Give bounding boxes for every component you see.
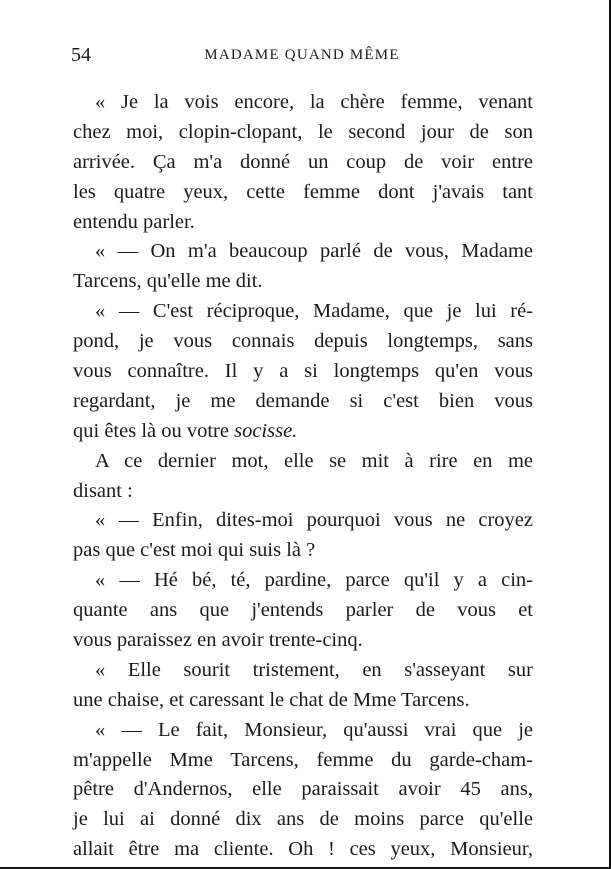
text-line: pêtre d'Andernos, elle paraissait avoir 45 ans,	[73, 778, 533, 801]
text-line: « — Enfin, dites-moi pourquoi vous ne croyez	[95, 509, 533, 532]
text-line: quante ans que j'entends parler de vous et	[73, 599, 533, 622]
text-line: allait être ma cliente. Oh ! ces yeux, Monsieur,	[73, 838, 533, 861]
text-line: « — Le fait, Monsieur, qu'aussi vrai que je	[95, 718, 533, 741]
text-line: « Je la vois encore, la chère femme, venant	[95, 91, 533, 113]
text-line: je lui ai donné dix ans de moins parce qu'elle	[73, 808, 533, 831]
text-line: Tarcens, qu'elle me dit.	[73, 270, 263, 293]
text-line: disant :	[73, 479, 133, 502]
text-line: « Elle sourit tristement, en s'asseyant sur	[95, 658, 533, 681]
text-line: qui êtes là ou votre socisse.	[73, 419, 298, 442]
text-line: entendu parler.	[73, 210, 195, 233]
text-line: arrivée. Ça m'a donné un coup de voir entre	[73, 150, 533, 173]
text-line: chez moi, clopin-clopant, le second jour de son	[73, 120, 533, 143]
text-line: regardant, je me demande si c'est bien vous	[73, 389, 533, 412]
text-line: une chaise, et caressant le chat de Mme Tarcens.	[73, 688, 470, 711]
running-head	[71, 44, 533, 68]
text-line: pond, je vous connais depuis longtemps, sans	[73, 330, 533, 353]
page-number: 54	[71, 44, 91, 66]
text-line: A ce dernier mot, elle se mit à rire en me	[95, 449, 533, 472]
text-line: « — Hé bé, té, pardine, parce qu'il y a cin-	[95, 569, 533, 592]
text-line: les quatre yeux, cette femme dont j'avais tant	[73, 180, 533, 203]
text-line: vous paraissez en avoir trente-cinq.	[73, 629, 363, 652]
text-line: pas que c'est moi qui suis là ?	[73, 539, 316, 562]
text-line: « — C'est réciproque, Madame, que je lui ré-	[95, 300, 533, 323]
italic-word: socisse.	[234, 419, 298, 442]
body-text	[73, 88, 533, 865]
text-line: m'appelle Mme Tarcens, femme du garde-cham-	[73, 748, 533, 771]
text-line: vous connaître. Il y a si longtemps qu'en vous	[73, 360, 533, 383]
running-title: MADAME QUAND MÊME	[204, 47, 400, 63]
text-line: « — On m'a beaucoup parlé de vous, Madame	[95, 240, 533, 263]
